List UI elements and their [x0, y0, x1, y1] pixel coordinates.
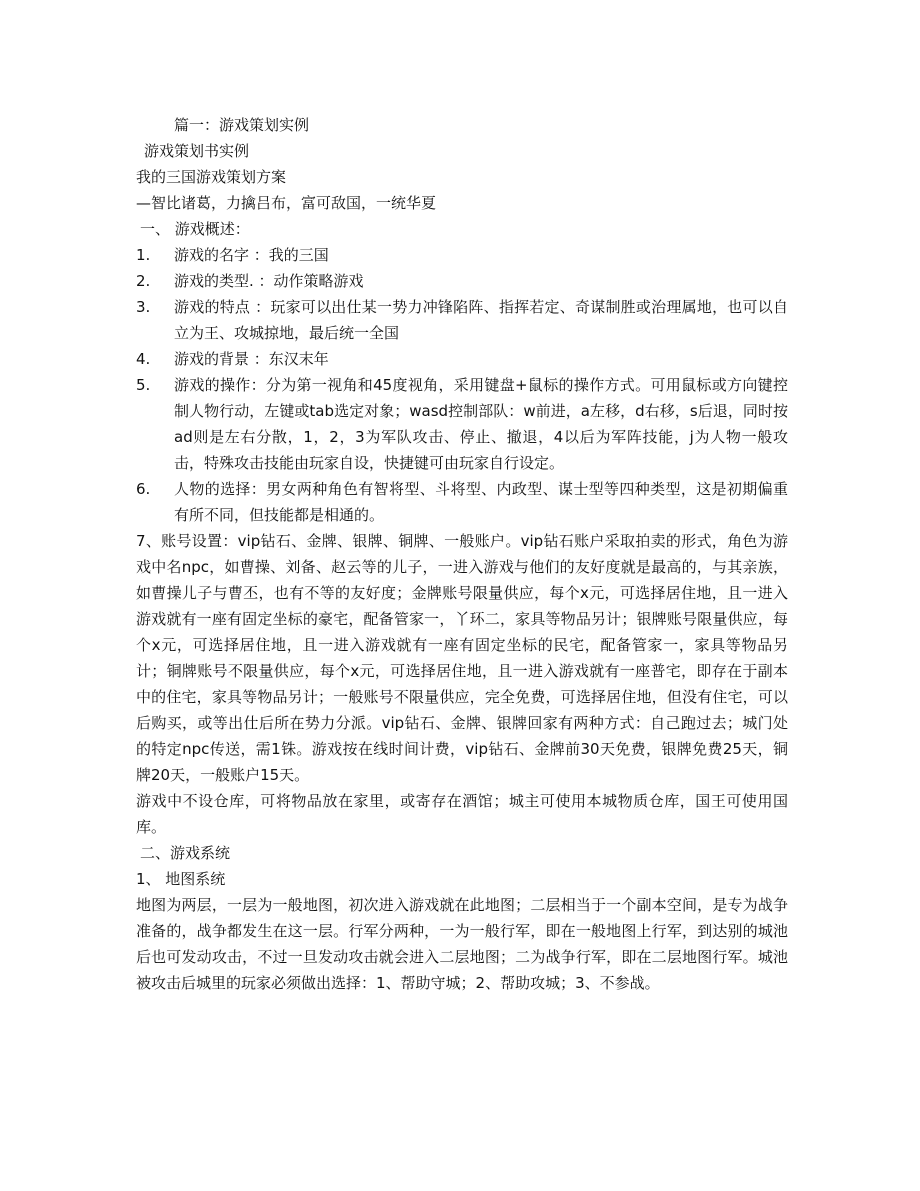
map-paragraph: 地图为两层，一层为一般地图，初次进入游戏就在此地图；二层相当于一个副本空间，是专为战争准备的，战争都发生在这一层。行军分两种，一为一般行军，即在一般地图上行军，到达别的城池后也可发动攻击，不过一旦发动攻击就会进入二层地图；二为战争行军，即在二层地图行军。城池被攻击后城里的玩家必须做出选择：1、帮助守城；2、帮助攻城；3、不参战。	[136, 896, 788, 992]
section-heading-system: 二、游戏系统	[140, 844, 231, 862]
list-item	[136, 268, 788, 294]
list-item	[136, 346, 788, 372]
list-item-text: 游戏的名字 ：我的三国	[174, 246, 329, 264]
list-item-text: 游戏的类型. ：动作策略游戏	[174, 272, 364, 290]
list-item-number: 4.	[136, 350, 151, 368]
section-heading-overview: 一、 游戏概述：	[140, 220, 250, 238]
list-item-text: 人物的选择：男女两种角色有智将型、斗将型、内政型、谋士型等四种类型，这是初期偏重有所不同，但技能都是相通的。	[174, 480, 788, 524]
list-item	[136, 476, 788, 528]
list-item	[136, 294, 788, 346]
list-item	[136, 372, 788, 476]
doc-subheading: 游戏策划书实例	[144, 142, 250, 160]
list-item-number: 6.	[136, 480, 151, 498]
list-item-text: 游戏的特点 ：玩家可以出仕某一势力冲锋陷阵、指挥若定、奇谋制胜或治理属地，也可以自立为王、攻城掠地，最后统一全国	[174, 298, 788, 342]
list-item-text: 游戏的背景 ：东汉末年	[174, 350, 329, 368]
list-item-number: 1.	[136, 246, 151, 264]
subsection-heading-map: 1、 地图系统	[136, 870, 226, 888]
account-paragraph: 7、账号设置：vip钻石、金牌、银牌、铜牌、一般账户。vip钻石账户采取拍卖的形式，角色为游戏中名npc，如曹操、刘备、赵云等的儿子，一进入游戏与他们的友好度就是最高的，与其亲族，如曹操儿子与曹丕，也有不等的友好度；金牌账号限量供应，每个x元，可选择居住地，且一进入游戏就有一座有固定坐标的豪宅，配备管家一，丫环二，家具等物品另计；银牌账号限量供应，每个x元，可选择居住地，且一进入游戏就有一座有固定坐标的民宅，配备管家一，家具等物品另计；铜牌账号不限量供应，每个x元，可选择居住地，且一进入游戏就有一座普宅，即存在于副本中的住宅，家具等物品另计；一般账号不限量供应，完全免费，可选择居住地，但没有住宅，可以后购买，或等出仕后所在势力分派。vip钻石、金牌、银牌回家有两种方式：自己跑过去；城门处的特定npc传送，需1铢。游戏按在线时间计费，vip钻石、金牌前30天免费，银牌免费25天，铜牌20天，一般账户15天。	[136, 532, 788, 784]
list-item	[136, 242, 788, 268]
list-item-number: 3.	[136, 298, 151, 316]
doc-heading: 篇一：游戏策划实例	[174, 116, 310, 134]
document-body	[136, 112, 788, 996]
doc-title: 我的三国游戏策划方案	[136, 168, 287, 186]
list-item-number: 2.	[136, 272, 151, 290]
storage-paragraph: 游戏中不设仓库，可将物品放在家里，或寄存在酒馆；城主可使用本城物质仓库，国王可使用国库。	[136, 792, 788, 836]
doc-slogan: —智比诸葛，力擒吕布，富可敌国，一统华夏	[136, 194, 437, 212]
list-item-text: 游戏的操作：分为第一视角和45度视角，采用键盘+鼠标的操作方式。可用鼠标或方向键控制人物行动，左键或tab选定对象；wasd控制部队：w前进，a左移，d右移，s后退，同时按ad则是左右分散，1，2，3为军队攻击、停止、撤退，4以后为军阵技能，j为人物一般攻击，特殊攻击技能由玩家自设，快捷键可由玩家自行设定。	[174, 376, 788, 472]
list-item-number: 5.	[136, 376, 151, 394]
